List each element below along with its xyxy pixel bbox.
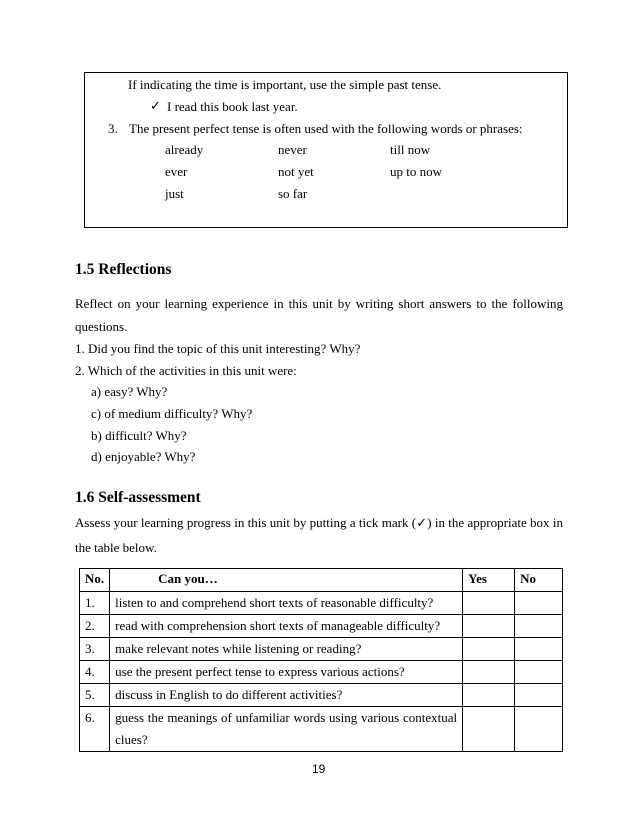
word-cell: ever	[165, 164, 188, 179]
table-row	[80, 707, 563, 752]
word-cell: just	[165, 186, 184, 201]
self-assessment-heading: 1.6 Self-assessment	[75, 489, 201, 506]
word-cell: so far	[278, 186, 308, 201]
yes-box[interactable]	[463, 592, 515, 615]
word-cell: already	[165, 142, 204, 157]
row-number: 2.	[80, 615, 110, 638]
yes-box[interactable]	[463, 615, 515, 638]
row-text: use the present perfect tense to express various actions?	[110, 661, 463, 684]
no-box[interactable]	[515, 684, 563, 707]
header-no: No.	[80, 569, 110, 592]
table-row	[80, 592, 563, 615]
item-number: 3.	[108, 121, 118, 136]
table-row	[80, 638, 563, 661]
yes-box[interactable]	[463, 661, 515, 684]
header-no-answer: No	[515, 569, 563, 592]
yes-box[interactable]	[463, 707, 515, 752]
word-cell: till now	[390, 142, 431, 157]
row-text: discuss in English to do different activities?	[110, 684, 463, 707]
word-cell: never	[278, 142, 307, 157]
row-number: 3.	[80, 638, 110, 661]
word-cell: not yet	[278, 164, 314, 179]
row-number: 4.	[80, 661, 110, 684]
row-text: listen to and comprehend short texts of reasonable difficulty?	[110, 592, 463, 615]
no-box[interactable]	[515, 707, 563, 752]
row-text: read with comprehension short texts of manageable difficulty?	[110, 615, 463, 638]
reflection-subitem: d) enjoyable? Why?	[91, 449, 196, 464]
row-number: 6.	[80, 707, 110, 752]
checkmark-icon: ✓	[150, 98, 161, 113]
reflections-intro-line2: questions.	[75, 319, 128, 334]
page-number: 19	[312, 762, 326, 776]
row-text: guess the meanings of unfamiliar words using various contextual clues?	[110, 707, 463, 752]
table-row	[80, 661, 563, 684]
reflection-subitem: b) difficult? Why?	[91, 428, 187, 443]
no-box[interactable]	[515, 661, 563, 684]
no-box[interactable]	[515, 615, 563, 638]
row-number: 1.	[80, 592, 110, 615]
row-text: make relevant notes while listening or reading?	[110, 638, 463, 661]
self-assessment-table	[79, 568, 563, 752]
table-row	[80, 615, 563, 638]
no-box[interactable]	[515, 592, 563, 615]
yes-box[interactable]	[463, 684, 515, 707]
reflection-question-1: 1. Did you find the topic of this unit interesting? Why?	[75, 341, 361, 356]
reflection-subitem: a) easy? Why?	[91, 384, 168, 399]
no-box[interactable]	[515, 638, 563, 661]
header-can-you: Can you…	[110, 569, 463, 592]
self-assessment-intro-line1: Assess your learning progress in this unit by putting a tick mark (✓) in the appropriate box in	[75, 515, 563, 530]
yes-box[interactable]	[463, 638, 515, 661]
simple-past-note: If indicating the time is important, use the simple past tense.	[128, 77, 442, 92]
table-header-row	[80, 569, 563, 592]
word-cell: up to now	[390, 164, 442, 179]
row-number: 5.	[80, 684, 110, 707]
grammar-note-box	[84, 72, 568, 228]
item-text: The present perfect tense is often used with the following words or phrases:	[129, 121, 523, 136]
self-assessment-intro-line2: the table below.	[75, 540, 157, 555]
reflections-intro-line1: Reflect on your learning experience in this unit by writing short answers to the following	[75, 296, 563, 311]
reflection-subitem: c) of medium difficulty? Why?	[91, 406, 253, 421]
example-sentence: I read this book last year.	[167, 99, 298, 114]
table-row	[80, 684, 563, 707]
reflection-question-2: 2. Which of the activities in this unit were:	[75, 363, 297, 378]
header-yes: Yes	[463, 569, 515, 592]
reflections-heading: 1.5 Reflections	[75, 261, 172, 278]
